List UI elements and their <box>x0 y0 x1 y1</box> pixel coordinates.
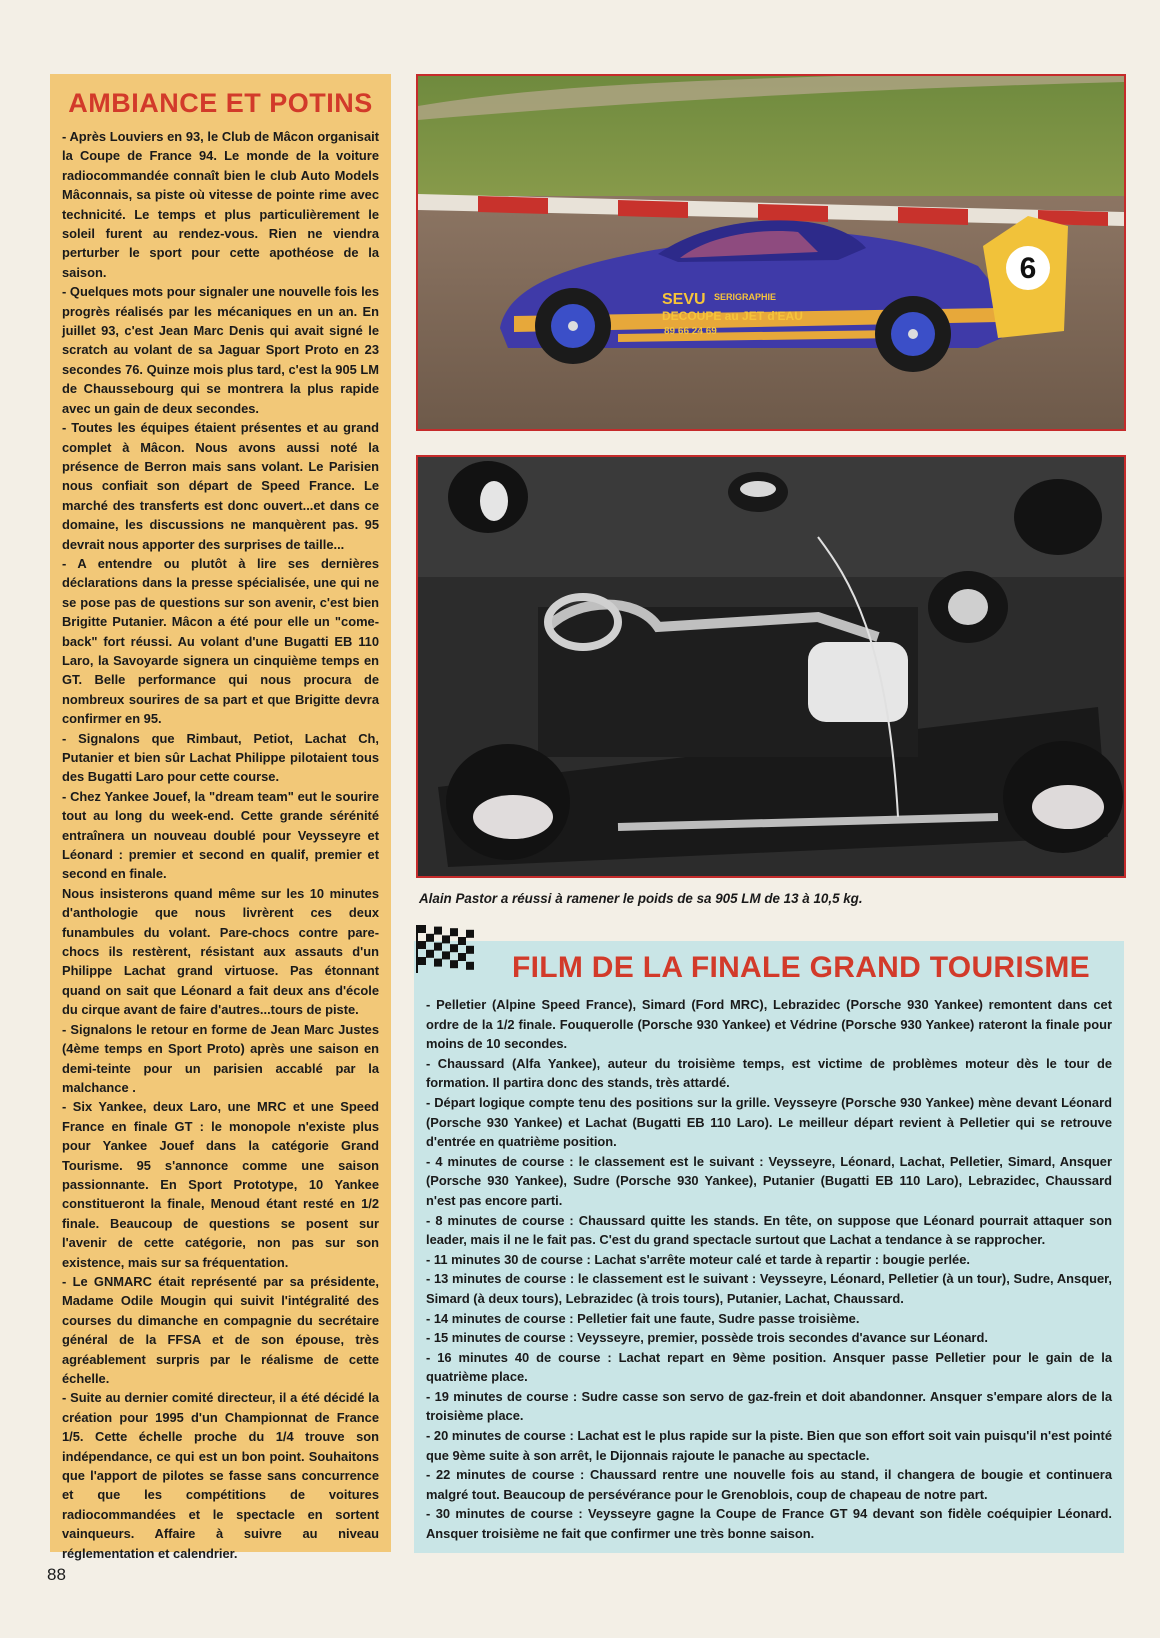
sidebar-paragraph: - Suite au dernier comité directeur, il a été décidé la création pour 1995 d'un Championnat de France 1/5. Cette échelle proche du 1/4 trouve son indépendance, ce qui est un bon point. Souhaitons que l'apport de pilotes se fasse sans concurrence et que les compétitions de voitures radiocommandées et le spectacle en sortent vainqueurs. Affaire à suivre au niveau réglementation et calendrier. <box>62 1390 379 1561</box>
ambiance-sidebar <box>50 74 391 1561</box>
film-paragraph: - Pelletier (Alpine Speed France), Simard (Ford MRC), Lebrazidec (Porsche 930 Yankee) remontent dans cet ordre de la 1/2 finale. Fouquerolle (Porsche 930 Yankee) et Védrine (Porsche 930 Yankee) rateront la finale pour moins de 10 secondes. <box>426 997 1112 1052</box>
chassis-photo <box>416 455 1126 878</box>
sidebar-paragraph: - Quelques mots pour signaler une nouvelle fois les progrès réalisés par les mécaniques en un an. En juillet 93, c'est Jean Marc Denis qui avait signé le scratch au volant de sa Jaguar Sport Proto en 23 secondes 76. Quinze mois plus tard, c'est la 905 LM de Chaussebourg qui se montrera la plus rapide avec un gain de deux secondes. <box>62 284 379 416</box>
sidebar-paragraph: - Après Louviers en 93, le Club de Mâcon organisait la Coupe de France 94. Le monde de la voiture radiocommandée connaît bien le club Auto Models Mâconnais, sa piste où vitesse de pointe rime avec technicité. Le temps et plus particulièrement le soleil furent au rendez-vous. Rien ne viendra perturber le sport pour cette apothéose de la saison. <box>62 129 379 280</box>
race-car-photo <box>416 74 1126 431</box>
sponsor-line3: DECOUPE au JET d'EAU <box>662 309 803 323</box>
film-paragraph: - 19 minutes de course : Sudre casse son servo de gaz-frein et doit abandonner. Ansquer s'empare alors de la troisième place. <box>426 1388 1112 1424</box>
sidebar-title: AMBIANCE ET POTINS <box>68 88 373 118</box>
film-paragraph: - 16 minutes 40 de course : Lachat repart en 9ème position. Ansquer passe Pelletier pour le gain de la quatrième place. <box>426 1349 1112 1385</box>
page-number: 88 <box>47 1565 66 1584</box>
car-number: 6 <box>1019 252 1037 285</box>
sidebar-body <box>62 127 379 1563</box>
photo-caption: Alain Pastor a réussi à ramener le poids de sa 905 LM de 13 à 10,5 kg. <box>419 891 863 906</box>
sponsor-line2: SERIGRAPHIE <box>714 292 777 302</box>
sidebar-paragraph: - Le GNMARC était représenté par sa présidente, Madame Odile Mougin qui suivit l'intégralité des courses du dimanche en compagnie du secrétaire général de la FFSA et de son épouse, très agréablement surpris par le réalisme de cette échelle. <box>62 1273 379 1386</box>
film-paragraph: - 13 minutes de course : le classement est le suivant : Veysseyre, Léonard, Pelletier (à un tour), Sudre, Ansquer, Simard (à deux tours), Lebrazidec (à trois tours), Putanier, Lachat, Chaussard. <box>426 1271 1112 1306</box>
film-paragraph: - 4 minutes de course : le classement est le suivant : Veysseyre, Léonard, Lachat, Pelletier, Simard, Ansquer (Porsche 930 Yankee), Sudre (Porsche 930 Yankee), Putanier (Bugatti EB 110 Laro), Lebrazidec, Chaussard n'est pas encore parti. <box>426 1153 1112 1208</box>
film-finale-box <box>414 941 1124 1553</box>
race-car-illustration <box>418 76 1124 429</box>
film-paragraph: - 22 minutes de course : Chaussard rentre une nouvelle fois au stand, il changera de bougie et continuera malgré tout. Beaucoup de persévérance pour le Grenoblois, coup de chapeau de notre part. <box>426 1467 1112 1502</box>
sidebar-paragraph: - A entendre ou plutôt à lire ses dernières déclarations dans la presse spécialisée, une qui ne se pose pas de questions sur son avenir, c'est bien Brigitte Putanier. Mâcon a été pour elle un "come-back" fort réussi. Au volant d'une Bugatti EB 110 Laro, la Savoyarde signera un cinquième temps en GT. Belle performance qui nous procura de nombreux sourires de sa part et que Brigitte devra confirmer en 95. <box>62 555 379 727</box>
film-paragraph: - 8 minutes de course : Chaussard quitte les stands. En tête, on suppose que Léonard pourrait attaquer son leader, mais il ne le fait pas. C'est du grand spectacle surtout que Lachat a tendance à se rapprocher. <box>426 1212 1112 1248</box>
sidebar-paragraph: - Signalons que Rimbaut, Petiot, Lachat Ch, Putanier et bien sûr Lachat Philippe pilotaient tous des Bugatti Laro pour cette course. <box>62 730 379 785</box>
sponsor-line4: 89 66 24 69 <box>664 326 717 337</box>
checkered-flag-icon <box>413 921 475 973</box>
film-paragraph: - 30 minutes de course : Veysseyre gagne la Coupe de France GT 94 devant son fidèle coéquipier Léonard. Ansquer troisième ne fait que confirmer une très bonne saison. <box>426 1506 1112 1542</box>
film-paragraph: - 14 minutes de course : Pelletier fait une faute, Sudre passe troisième. <box>426 1310 860 1326</box>
sidebar-paragraph: - Chez Yankee Jouef, la "dream team" eut le sourire tout au long du week-end. Cette grande sérénité entraînera un nouveau doublé pour Veysseyre et Léonard : premier et second en qualif, premier et second en finale. <box>62 788 379 882</box>
sponsor-name: SEVU <box>662 291 706 308</box>
sidebar-paragraph: - Toutes les équipes étaient présentes et au grand complet à Mâcon. Nous avons aussi noté la présence de Berron mais sans volant. Le Parisien nous confiait son départ de Speed France. Le marché des transferts est donc ouvert...et dans ce domaine, les discussions ne manquèrent pas. 95 devrait nous apporter des surprises de taille... <box>62 420 379 552</box>
film-paragraph: - 11 minutes 30 de course : Lachat s'arrête moteur calé et tarde à repartir : bougie perlée. <box>426 1251 970 1267</box>
film-paragraph: - Chaussard (Alfa Yankee), auteur du troisième temps, est victime de problèmes moteur dès le tour de formation. Il partira donc des stands, très attardé. <box>426 1055 1112 1091</box>
sidebar-paragraph: - Signalons le retour en forme de Jean Marc Justes (4ème temps en Sport Proto) après une saison en demi-teinte pour un parisien accablé par la malchance . <box>62 1021 379 1095</box>
sidebar-paragraph: - Six Yankee, deux Laro, une MRC et une Speed France en finale GT : le monopole n'existe plus pour Yankee Jouef dans la catégorie Grand Tourisme. 95 s'annonce comme une saison passionnante. En Sport Prototype, 10 Yankee constitueront la finale, Menoud étant resté en 1/2 finale. Beaucoup de questions se posent sur l'avenir de cette catégorie, non pas sur son existence, mais sur sa fréquentation. <box>62 1099 379 1270</box>
film-paragraph: - 20 minutes de course : Lachat est le plus rapide sur la piste. Bien que son effort soit vain puisqu'il n'est pointé que 9ème suite à son arrêt, le Dijonnais rajoute le panache au spectacle. <box>426 1428 1112 1463</box>
chassis-illustration <box>418 457 1124 876</box>
film-paragraph: - 15 minutes de course : Veysseyre, premier, possède trois secondes d'avance sur Léonard. <box>426 1330 988 1346</box>
sidebar-paragraph: Nous insisterons quand même sur les 10 minutes d'anthologie que nous livrèrent ces deux funambules du volant. Pare-chocs contre pare-chocs ils restèrent, résistant aux assauts d'un Philippe Lachat grand virtuose. Pas étonnant quand on sait que Léonard a fait deux ans d'école du cirque avant de faire d'autres...tours de piste. <box>62 885 379 1018</box>
film-paragraph: - Départ logique compte tenu des positions sur la grille. Veysseyre (Porsche 930 Yankee) mène devant Léonard (Porsche 930 Yankee) et Lachat (Bugatti EB 110 Laro). Le meilleur départ revient à Pelletier qui se retrouve d'entrée en quatrième position. <box>426 1094 1112 1150</box>
film-title: FILM DE LA FINALE GRAND TOURISME <box>512 951 1090 984</box>
film-body <box>426 995 1112 1544</box>
